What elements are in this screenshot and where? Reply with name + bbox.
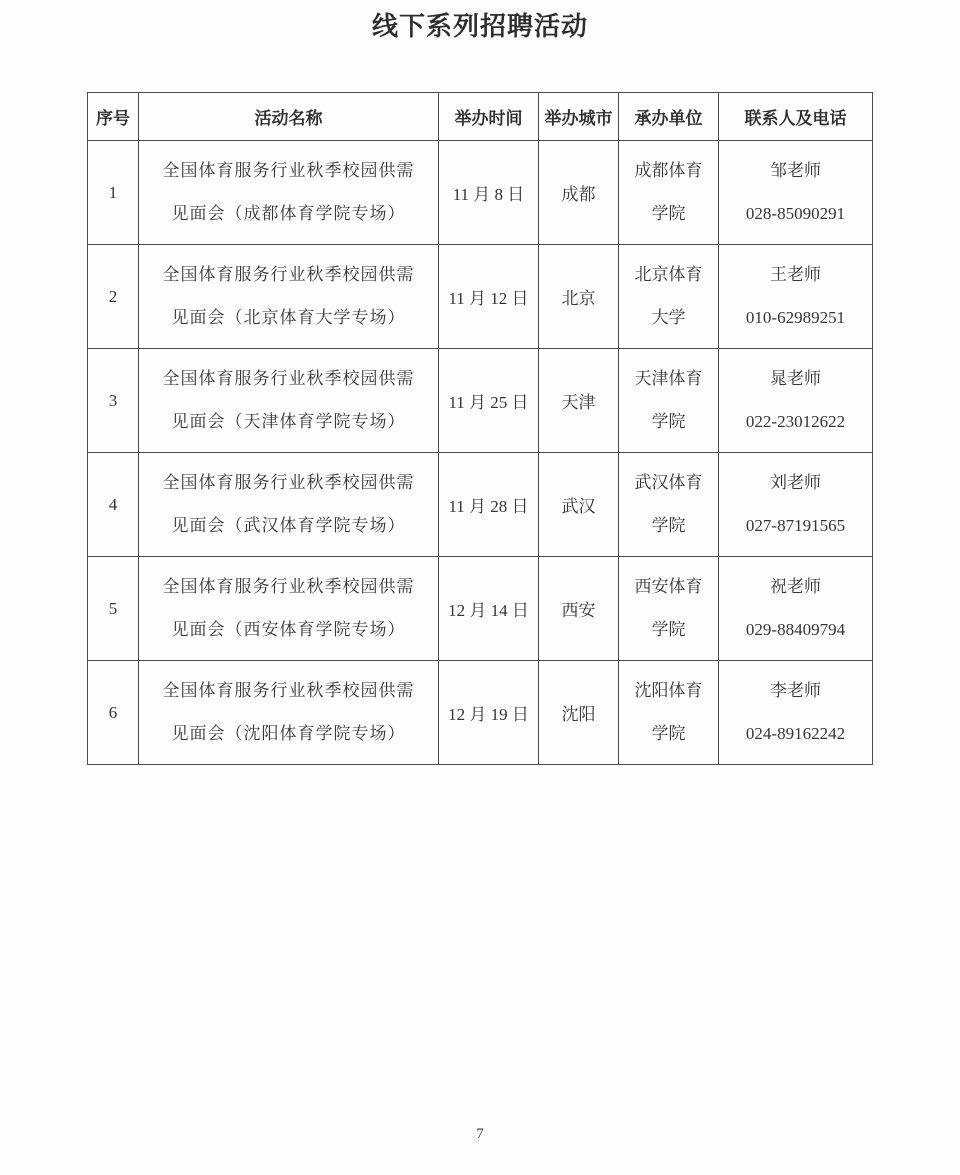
- cell-contact: [719, 245, 873, 349]
- contact-phone: 027-87191565: [745, 516, 846, 535]
- cell-date: 11 月 8 日: [439, 141, 539, 245]
- organizer-line1: 西安体育: [634, 577, 703, 596]
- cell-city: 西安: [539, 557, 619, 661]
- activity-name-line1: 全国体育服务行业秋季校园供需: [162, 161, 415, 180]
- activity-name-line2: 见面会（武汉体育学院专场）: [171, 516, 406, 535]
- cell-date: 12 月 19 日: [439, 661, 539, 765]
- events-table: [87, 92, 873, 765]
- table-row: [88, 453, 873, 557]
- organizer-line1: 沈阳体育: [634, 681, 703, 700]
- cell-activity-name: [139, 557, 439, 661]
- organizer-line1: 天津体育: [634, 369, 703, 388]
- column-header-serial: 序号: [88, 93, 139, 141]
- contact-phone: 029-88409794: [745, 620, 846, 639]
- organizer-line1: 武汉体育: [634, 473, 703, 492]
- cell-city: 沈阳: [539, 661, 619, 765]
- cell-organizer: [619, 245, 719, 349]
- contact-name: 祝老师: [770, 577, 821, 596]
- cell-serial: 4: [88, 453, 139, 557]
- column-header-date: 举办时间: [439, 93, 539, 141]
- cell-activity-name: [139, 141, 439, 245]
- cell-contact: [719, 661, 873, 765]
- cell-date: 11 月 25 日: [439, 349, 539, 453]
- organizer-line1: 北京体育: [634, 265, 703, 284]
- activity-name-line1: 全国体育服务行业秋季校园供需: [162, 265, 415, 284]
- activity-name-line2: 见面会（北京体育大学专场）: [171, 308, 406, 327]
- cell-serial: 6: [88, 661, 139, 765]
- table-header-row: [88, 93, 873, 141]
- cell-serial: 3: [88, 349, 139, 453]
- activity-name-line2: 见面会（成都体育学院专场）: [171, 204, 406, 223]
- contact-name: 刘老师: [770, 473, 821, 492]
- cell-city: 天津: [539, 349, 619, 453]
- contact-name: 晁老师: [770, 369, 821, 388]
- cell-organizer: [619, 453, 719, 557]
- cell-activity-name: [139, 453, 439, 557]
- cell-serial: 2: [88, 245, 139, 349]
- cell-date: 11 月 28 日: [439, 453, 539, 557]
- activity-name-line1: 全国体育服务行业秋季校园供需: [162, 681, 415, 700]
- cell-activity-name: [139, 661, 439, 765]
- column-header-organizer: 承办单位: [619, 93, 719, 141]
- page-number: 7: [476, 1126, 484, 1142]
- cell-organizer: [619, 141, 719, 245]
- activity-name-line2: 见面会（天津体育学院专场）: [171, 412, 406, 431]
- table-row: [88, 141, 873, 245]
- cell-contact: [719, 557, 873, 661]
- cell-city: 武汉: [539, 453, 619, 557]
- cell-contact: [719, 141, 873, 245]
- cell-date: 11 月 12 日: [439, 245, 539, 349]
- column-header-city: 举办城市: [539, 93, 619, 141]
- cell-activity-name: [139, 349, 439, 453]
- cell-date: 12 月 14 日: [439, 557, 539, 661]
- contact-name: 李老师: [770, 681, 821, 700]
- cell-serial: 1: [88, 141, 139, 245]
- organizer-line2: 学院: [651, 516, 686, 535]
- organizer-line1: 成都体育: [634, 161, 703, 180]
- activity-name-line2: 见面会（沈阳体育学院专场）: [171, 724, 406, 743]
- table-row: [88, 557, 873, 661]
- column-header-activity-name: 活动名称: [139, 93, 439, 141]
- cell-city: 北京: [539, 245, 619, 349]
- cell-activity-name: [139, 245, 439, 349]
- activity-name-line1: 全国体育服务行业秋季校园供需: [162, 369, 415, 388]
- cell-organizer: [619, 349, 719, 453]
- organizer-line2: 学院: [651, 724, 686, 743]
- cell-organizer: [619, 661, 719, 765]
- cell-contact: [719, 349, 873, 453]
- contact-name: 邹老师: [770, 161, 821, 180]
- organizer-line2: 学院: [651, 620, 686, 639]
- contact-name: 王老师: [770, 265, 821, 284]
- table-row: [88, 349, 873, 453]
- contact-phone: 022-23012622: [745, 412, 846, 431]
- contact-phone: 010-62989251: [745, 308, 846, 327]
- cell-serial: 5: [88, 557, 139, 661]
- contact-phone: 028-85090291: [745, 204, 846, 223]
- table-row: [88, 245, 873, 349]
- cell-contact: [719, 453, 873, 557]
- activity-name-line1: 全国体育服务行业秋季校园供需: [162, 473, 415, 492]
- contact-phone: 024-89162242: [745, 724, 846, 743]
- organizer-line2: 学院: [651, 204, 686, 223]
- table-row: [88, 661, 873, 765]
- cell-organizer: [619, 557, 719, 661]
- column-header-contact: 联系人及电话: [719, 93, 873, 141]
- organizer-line2: 学院: [651, 412, 686, 431]
- organizer-line2: 大学: [651, 308, 686, 327]
- activity-name-line2: 见面会（西安体育学院专场）: [171, 620, 406, 639]
- page-title: 线下系列招聘活动: [371, 12, 588, 41]
- activity-name-line1: 全国体育服务行业秋季校园供需: [162, 577, 415, 596]
- cell-city: 成都: [539, 141, 619, 245]
